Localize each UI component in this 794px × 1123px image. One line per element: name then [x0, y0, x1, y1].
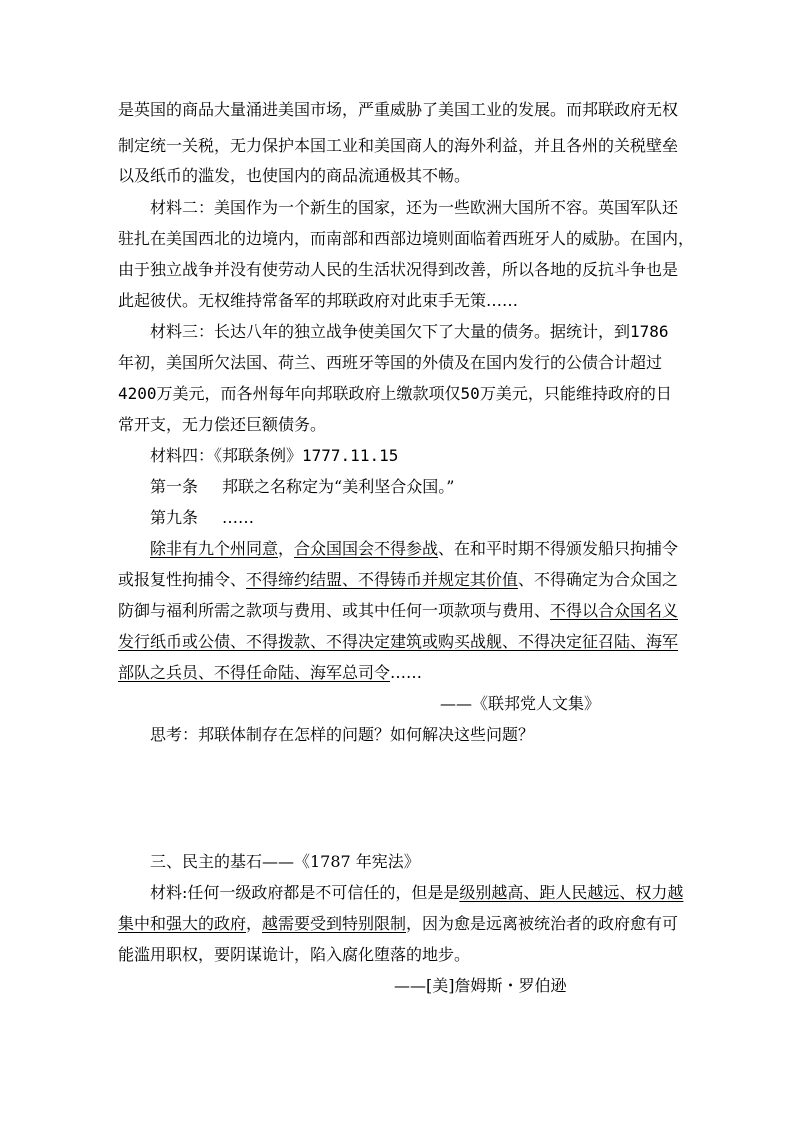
- article-1-text: 邦联之名称定为“美利坚合众国。”: [222, 477, 455, 496]
- punctuation: :: [182, 883, 188, 902]
- material-4-source: ——《联邦党人文集》: [440, 694, 601, 713]
- article-9-label: 第九条: [150, 508, 199, 527]
- article-9-line: [118, 632, 678, 652]
- paragraph-line: 制定统一关税，无力保护本国工业和美国商人的海外利益，并且各州的关税壁垒: [118, 136, 679, 155]
- section-3-text: 任何一级政府都是不可信任的，但是是: [187, 883, 460, 902]
- material-3-text: 万美元，而各州每年向邦联政府上缴款项仅: [156, 384, 461, 403]
- article-9-text: ……: [222, 508, 255, 527]
- material-3-line: [118, 384, 672, 404]
- payment-number: 50: [460, 384, 480, 403]
- article-1-label: 第一条: [150, 477, 199, 496]
- article-9-text: ……: [390, 663, 423, 682]
- underlined-text: 不得以合众国名义: [550, 601, 679, 620]
- underlined-text: 级别越高、距人民越远、权力越: [459, 883, 684, 902]
- material-2-line: 驻扎在美国西北的边境内，而南部和西部边境则面临着西班牙人的威胁。在国内，: [118, 229, 695, 248]
- material-3-text: 材料三：长达八年的独立战争使美国欠下了大量的债务。据统计，到: [150, 322, 631, 341]
- article-9-line: [118, 663, 422, 683]
- article-9-text: 或报复性拘捕令、: [118, 570, 247, 589]
- article-9-text: 、不得确定为合众国之: [518, 570, 679, 589]
- material-4-label: 材料四：《邦联条例》: [150, 446, 303, 465]
- material-2-line: 此起彼伏。无权维持常备军的邦联政府对此束手无策……: [118, 291, 519, 310]
- paragraph-line: 以及纸币的滥发，也使国内的商品流通极其不畅。: [118, 166, 471, 185]
- section-3-line: [118, 914, 678, 934]
- section-3-text: ，因为愈是远离被统治者的政府愈有可: [406, 914, 679, 933]
- underlined-text: 集中和强大的政府: [118, 914, 247, 933]
- section-3-text: 材料: [150, 883, 183, 902]
- underlined-text: 越需要受到特别限制: [262, 914, 407, 933]
- article-9-line: [118, 601, 678, 621]
- material-3-line: [150, 322, 669, 342]
- article-9-line: [150, 539, 678, 559]
- material-3-text: 万美元，只能维持政府的日: [479, 384, 672, 403]
- underlined-text: 除非有九个州同意: [150, 539, 279, 558]
- material-3-line: 常开支，无力偿还巨额债务。: [118, 415, 327, 434]
- material-4-date: 1777.11.15: [302, 446, 399, 465]
- material-2-line: 材料二：美国作为一个新生的国家，还为一些欧洲大国所不容。英国军队还: [150, 198, 679, 217]
- punctuation: ，: [246, 914, 263, 933]
- article-9-line: [118, 570, 678, 590]
- material-3-line: 年初，美国所欠法国、荷兰、西班牙等国的外债及在国内发行的公债合计超过: [118, 353, 663, 372]
- material-2-line: 由于独立战争并没有使劳动人民的生活状况得到改善，所以各地的反抗斗争也是: [118, 260, 679, 279]
- underlined-text: 合众国国会不得参战: [294, 539, 439, 558]
- section-3-source: ——[美]詹姆斯・罗伯逊: [394, 976, 567, 995]
- article-9-text: 、在和平时期不得颁发船只拘捕令: [438, 539, 679, 558]
- article-1: [150, 477, 454, 497]
- thinking-question: 思考：邦联体制存在怎样的问题？如何解决这些问题？: [150, 725, 535, 744]
- section-3-title: 三、民主的基石——《1787 年宪法》: [150, 852, 420, 871]
- debt-number: 4200: [118, 384, 157, 403]
- section-3-line: [150, 883, 683, 903]
- underlined-text: 部队之兵员、不得任命陆、海军总司令: [118, 663, 391, 682]
- material-4-heading: [150, 446, 398, 466]
- punctuation: ，: [278, 539, 295, 558]
- underlined-text: 不得缔约结盟、不得铸币并规定其价值: [246, 570, 519, 589]
- article-9-text: 防御与福利所需之款项与费用、或其中任何一项款项与费用、: [118, 601, 551, 620]
- year-number: 1786: [630, 322, 669, 341]
- underlined-text: 发行纸币或公债、不得拨款、不得决定建筑或购买战舰、不得决定征召陆、海军: [118, 632, 679, 651]
- paragraph-line: 是英国的商品大量涌进美国市场，严重威胁了美国工业的发展。而邦联政府无权: [118, 100, 679, 119]
- article-9: [150, 508, 254, 528]
- section-3-line: 能滥用职权，要阴谋诡计，陷入腐化堕落的地步。: [118, 945, 471, 964]
